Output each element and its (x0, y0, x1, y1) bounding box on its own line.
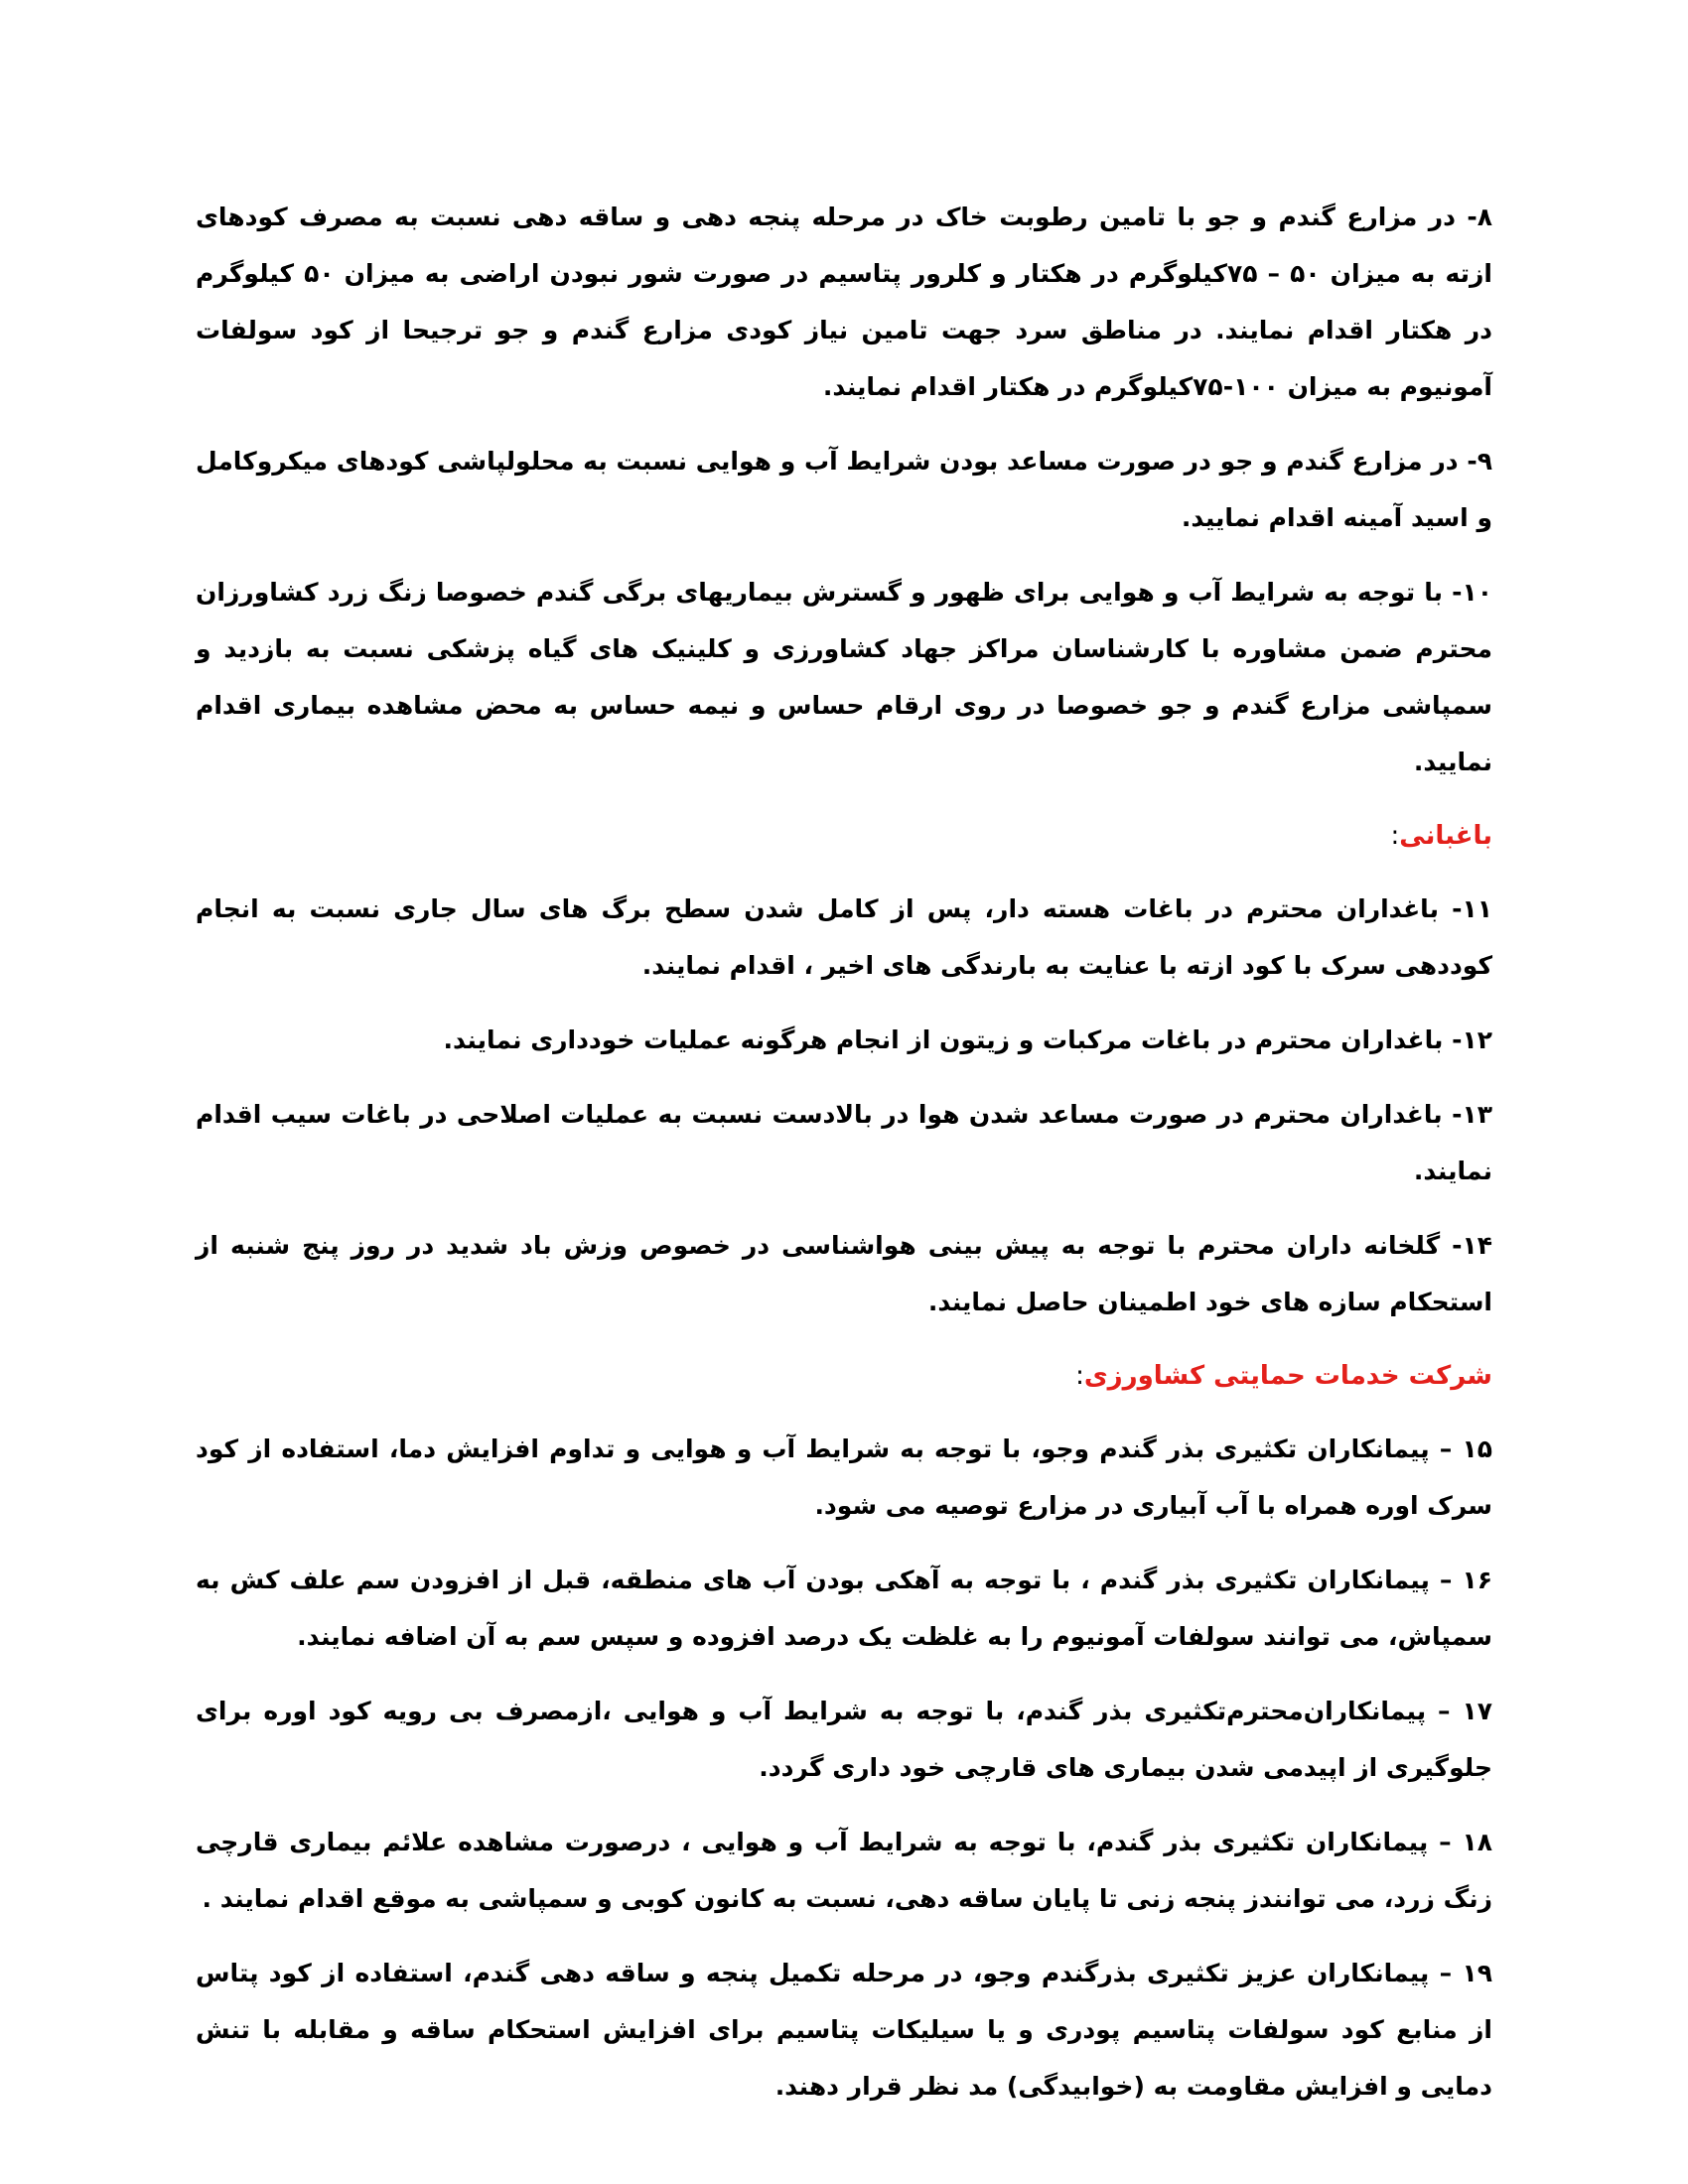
paragraph-8: ۸- در مزارع گندم و جو با تامین رطوبت خاک در مرحله پنجه دهی و ساقه دهی نسبت به مصرف کودهای ازته به میزان ۵۰ – ۷۵کیلوگرم در هکتار و کلرور پتاسیم در صورت شور نبودن اراضی به میزان ۵۰ کیلوگرم در هکتار اقدام نمایند. در مناطق سرد جهت تامین نیاز کودی مزارع گندم و جو ترجیحا از کود سولفات آمونیوم به میزان ۱۰۰-۷۵کیلوگرم در هکتار اقدام نمایند. (196, 203, 1492, 401)
section-heading-company (196, 1348, 1492, 1405)
paragraph-12: ۱۲- باغداران محترم در باغات مرکبات و زیتون از انجام هرگونه عملیات خودداری نمایند. (443, 1025, 1492, 1054)
paragraph-19: ۱۹ – پیمانکاران عزیز تکثیری بذرگندم وجو، در مرحله تکمیل پنجه و ساقه دهی گندم، استفاده از کود پتاس از منابع کود سولفات پتاسیم پودری و یا سیلیکات پتاسیم برای افزایش استحکام ساقه و مقابله با تنش دمایی و افزایش مقاومت به (خوابیدگی) مد نظر قرار دهند. (196, 1959, 1492, 2101)
paragraph-16: ۱۶ – پیمانکاران تکثیری بذر گندم ، با توجه به آهکی بودن آب های منطقه، قبل از افزودن سم علف کش به سمپاش، می توانند سولفات آمونیوم را به غلظت یک درصد افزوده و سپس سم به آن اضافه نمایند. (196, 1566, 1492, 1651)
section-heading-company-colon: : (1075, 1361, 1084, 1391)
paragraph-9: ۹- در مزارع گندم و جو در صورت مساعد بودن شرایط آب و هوایی نسبت به محلولپاشی کودهای میکروکامل و اسید آمینه اقدام نمایید. (196, 447, 1492, 532)
paragraph-15: ۱۵ – پیمانکاران تکثیری بذر گندم وجو، با توجه به شرایط آب و هوایی و تداوم افزایش دما، استفاده از کود سرک اوره همراه با آب آبیاری در مزارع توصیه می شود. (196, 1434, 1492, 1520)
section-heading-company-text: شرکت خدمات حمایتی کشاورزی (1083, 1361, 1492, 1391)
document-page (196, 189, 1492, 2132)
paragraph-18: ۱۸ – پیمانکاران تکثیری بذر گندم، با توجه به شرایط آب و هوایی ، درصورت مشاهده علائم بیماری قارچی زنگ زرد، می توانندز پنجه زنی تا پایان ساقه دهی، نسبت به کانون کوبی و سمپاشی به موقع اقدام نمایند . (196, 1828, 1492, 1913)
paragraph-11: ۱۱- باغداران محترم در باغات هسته دار، پس از کامل شدن سطح برگ های سال جاری نسبت به انجام کوددهی سرک با کود ازته با عنایت به بارندگی های اخیر ، اقدام نمایند. (196, 894, 1492, 980)
section-heading-garden-text: باغبانی (1399, 821, 1492, 851)
paragraph-13: ۱۳- باغداران محترم در صورت مساعد شدن هوا در بالادست نسبت به عملیات اصلاحی در باغات سیب اقدام نمایند. (196, 1100, 1492, 1185)
section-heading-garden-colon: : (1390, 821, 1400, 851)
paragraph-17: ۱۷ – پیمانکاران‌محترم‌تکثیری بذر گندم، با توجه به شرایط آب و هوایی ،ازمصرف بی رویه کود اوره برای جلوگیری از اپیدمی شدن بیماری های قارچی خود داری گردد. (196, 1697, 1492, 1782)
section-heading-garden (196, 808, 1492, 865)
paragraph-10: ۱۰- با توجه به شرایط آب و هوایی برای ظهور و گسترش بیماریهای برگی گندم خصوصا زنگ زرد کشاورزان محترم ضمن مشاوره با کارشناسان مراکز جهاد کشاورزی و کلینیک های گیاه پزشکی نسبت به بازدید و سمپاشی مزارع گندم و جو خصوصا در روی ارقام حساس و نیمه حساس به محض مشاهده بیماری اقدام نمایید. (196, 578, 1492, 776)
paragraph-14: ۱۴- گلخانه داران محترم با توجه به پیش بینی هواشناسی در خصوص وزش باد شدید در روز پنج شنبه از استحکام سازه های خود اطمینان حاصل نمایند. (196, 1231, 1492, 1316)
